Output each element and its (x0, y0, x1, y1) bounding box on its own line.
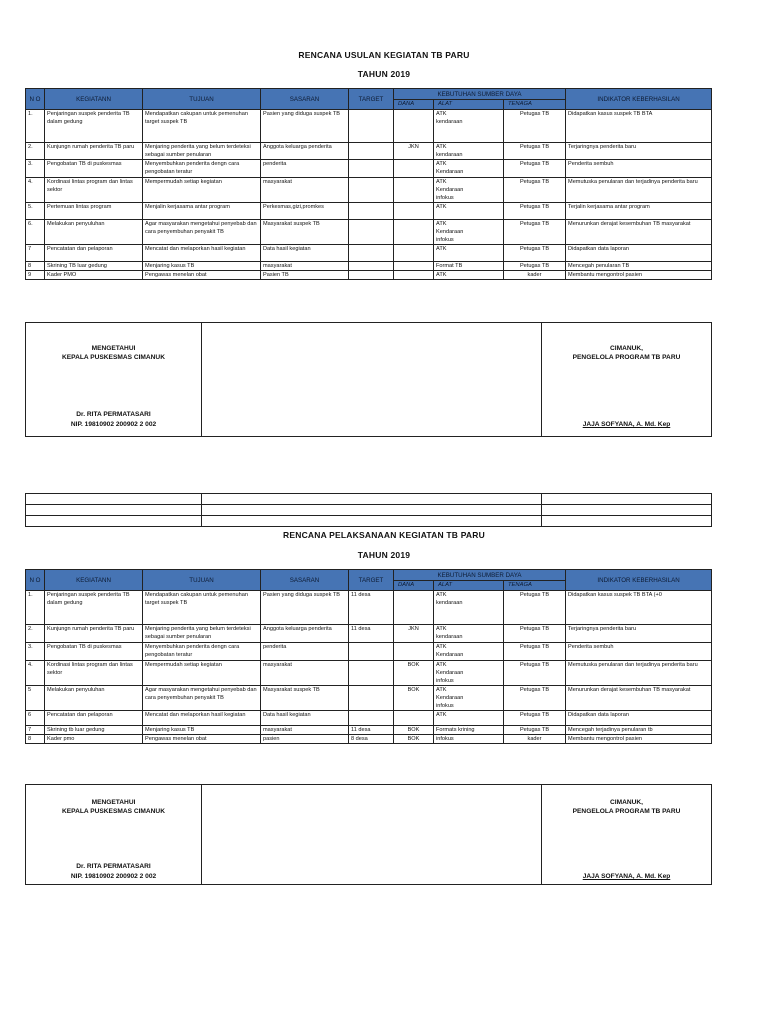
table-row (26, 160, 712, 178)
cell-tenaga: Petugas TB (504, 643, 566, 661)
cell-sasaran: masyarakat (261, 178, 349, 203)
cell-target (349, 143, 394, 160)
right-label-pengelola: PENGELOLA PROGRAM TB PARU (572, 808, 681, 815)
cell-kegiatan: Kordinasi lintas program dan lintas sektor (45, 178, 143, 203)
header-indikator: INDIKATOR KEBERHASILAN (566, 570, 712, 591)
signature-middle (202, 323, 542, 437)
cell-dana (394, 110, 434, 143)
cell-kegiatan: Pengobatan TB di puskesmas (45, 160, 143, 178)
header-sasaran: SASARAN (261, 89, 349, 110)
cell-tujuan: Agar masyarakan mengetahui penyebab dan cara penyembuhan penyakit TB (143, 220, 261, 245)
table-row (26, 686, 712, 711)
cell-dana: BOK (394, 735, 434, 744)
cell-target: 11 desa (349, 591, 394, 625)
cell-alat: ATK Kendaraan infokus (434, 686, 504, 711)
cell-dana (394, 591, 434, 625)
header-tenaga: TENAGA (504, 100, 566, 110)
header-sasaran: SASARAN (261, 570, 349, 591)
cell-tenaga: Petugas TB (504, 245, 566, 262)
cell-target (349, 262, 394, 271)
cell-tujuan: Mempermudah setiap kegiatan (143, 661, 261, 686)
cell-indikator: Terjalin kerjasama antar program (566, 203, 712, 220)
cell-target (349, 271, 394, 280)
cell-indikator: Didapatkan data laporan (566, 245, 712, 262)
cell-alat: ATK Kendaraan (434, 160, 504, 178)
cell-tenaga: Petugas TB (504, 726, 566, 735)
header-no: N O (26, 89, 45, 110)
cell-kegiatan: Pertemuan lintas program (45, 203, 143, 220)
cell-dana (394, 271, 434, 280)
cell-tujuan: Menjaring kasus TB (143, 726, 261, 735)
cell-indikator: Membantu mengontrol pasien (566, 271, 712, 280)
cell-alat: Formats krining (434, 726, 504, 735)
cell-dana (394, 262, 434, 271)
cell-indikator: Memutuska penularan dan terjadinya penderita baru (566, 178, 712, 203)
cell-sasaran: Pasien yang diduga suspek TB (261, 591, 349, 625)
cell-no: 5. (26, 203, 45, 220)
table-row (26, 262, 712, 271)
cell-kegiatan: Kunjungn rumah penderita TB paru (45, 625, 143, 643)
pelaksanaan-year: TAHUN 2019 (357, 550, 411, 560)
cell-no: 8 (26, 262, 45, 271)
cell-no: 1. (26, 110, 45, 143)
cell-target (349, 203, 394, 220)
cell-target (349, 661, 394, 686)
cell-tenaga: Petugas TB (504, 160, 566, 178)
blank-cell (202, 516, 542, 527)
cell-alat: ATK (434, 711, 504, 726)
signature-middle (202, 785, 542, 885)
cell-tenaga: Petugas TB (504, 661, 566, 686)
cell-alat: ATK kendaraan (434, 625, 504, 643)
cell-tujuan: Mempermudah setiap kegiatan (143, 178, 261, 203)
right-signatory-name: JAJA SOFYANA, A. Md. Kep (582, 421, 671, 428)
cell-alat: ATK kendaraan (434, 110, 504, 143)
left-label-kepala: KEPALA PUSKESMAS CIMANUK (62, 808, 165, 815)
cell-kegiatan: Kordinasi lintas program dan lintas sektor (45, 661, 143, 686)
cell-target (349, 711, 394, 726)
cell-target (349, 686, 394, 711)
cell-kegiatan: Skrining TB luar gedung (45, 262, 143, 271)
table-row (26, 220, 712, 245)
cell-sasaran: pasien (261, 735, 349, 744)
cell-dana: JKN (394, 143, 434, 160)
pelaksanaan-title: RENCANA PELAKSANAAN KEGIATAN TB PARU (283, 530, 485, 540)
pelaksanaan-table (25, 569, 712, 744)
cell-kegiatan: Kader PMO (45, 271, 143, 280)
left-label-mengetahui: MENGETAHUI (91, 345, 136, 352)
right-signatory-name: JAJA SOFYANA, A. Md. Kep (582, 873, 671, 880)
cell-sasaran: Pasien yang diduga suspek TB (261, 110, 349, 143)
cell-no: 4. (26, 661, 45, 686)
cell-indikator: Terjaringnya penderita baru (566, 143, 712, 160)
cell-alat: ATK Kendaraan infokus (434, 661, 504, 686)
right-label-pengelola: PENGELOLA PROGRAM TB PARU (572, 354, 681, 361)
cell-indikator: Penderita sembuh (566, 643, 712, 661)
table-row (26, 591, 712, 625)
cell-tenaga: Petugas TB (504, 711, 566, 726)
cell-target: 8 desa (349, 735, 394, 744)
cell-tujuan: Menjaring penderita yang belum terdeteksi sebagai sumber penularan (143, 143, 261, 160)
table-row (26, 110, 712, 143)
cell-kegiatan: Penjaringan suspek penderita TB dalam gedung (45, 110, 143, 143)
table-row (26, 203, 712, 220)
cell-tujuan: Mendapatkan cakupan untuk pemenuhan target suspek TB (143, 110, 261, 143)
blank-divider-table (25, 493, 712, 527)
cell-dana (394, 643, 434, 661)
cell-tujuan: Mendapatkan cakupan untuk pemenuhan target suspek TB (143, 591, 261, 625)
blank-cell (542, 505, 712, 516)
cell-no: 4. (26, 178, 45, 203)
signature-left (26, 323, 202, 437)
left-label-mengetahui: MENGETAHUI (91, 799, 136, 806)
blank-cell (202, 494, 542, 505)
cell-dana (394, 220, 434, 245)
cell-kegiatan: Penjaringan suspek penderita TB dalam gedung (45, 591, 143, 625)
cell-tenaga: Petugas TB (504, 262, 566, 271)
cell-kegiatan: Kunjungn rumah penderita TB paru (45, 143, 143, 160)
cell-tujuan: Pengawas menelan obat (143, 735, 261, 744)
cell-kegiatan: Skrining tb luar gedung (45, 726, 143, 735)
cell-kegiatan: Melakukan penyuluhan (45, 686, 143, 711)
cell-dana: BOK (394, 686, 434, 711)
blank-cell (26, 505, 202, 516)
cell-tujuan: Pengawas menelan obat (143, 271, 261, 280)
table-row (26, 143, 712, 160)
signature-right (542, 323, 712, 437)
left-signatory-nip: NIP. 19810902 200902 2 002 (70, 873, 157, 880)
left-signatory-nip: NIP. 19810902 200902 2 002 (70, 421, 157, 428)
cell-indikator: Terjaringnya penderita baru (566, 625, 712, 643)
cell-tujuan: Menjaring penderita yang belum terdeteksi sebagai sumber penularan (143, 625, 261, 643)
cell-target (349, 643, 394, 661)
cell-dana: BOK (394, 726, 434, 735)
cell-tujuan: Menyembuhkan penderita dengn cara pengobatan teratur (143, 160, 261, 178)
usulan-table (25, 88, 712, 280)
cell-dana (394, 245, 434, 262)
cell-indikator: Didapatkan data laporan (566, 711, 712, 726)
cell-kegiatan: Pencatatan dan pelaporan (45, 245, 143, 262)
cell-alat: Format TB (434, 262, 504, 271)
cell-sasaran: Data hasil kegiatan (261, 245, 349, 262)
cell-no: 9 (26, 271, 45, 280)
cell-alat: infokus (434, 735, 504, 744)
table-row (26, 661, 712, 686)
cell-no: 6. (26, 220, 45, 245)
cell-alat: ATK kendaraan (434, 143, 504, 160)
cell-alat: ATK (434, 203, 504, 220)
cell-tujuan: Mencatat dan melaporkan hasil kegiatan (143, 711, 261, 726)
table-row (26, 625, 712, 643)
blank-cell (202, 505, 542, 516)
left-signatory-name: Dr. RITA PERMATASARI (76, 411, 151, 418)
table-row (26, 711, 712, 726)
cell-sasaran: Perkesmas,gizi,promkes (261, 203, 349, 220)
usulan-signature-block (25, 322, 712, 437)
cell-kegiatan: Pengobatan TB di puskesmas (45, 643, 143, 661)
cell-target (349, 245, 394, 262)
signature-left (26, 785, 202, 885)
blank-cell (26, 494, 202, 505)
cell-tenaga: Petugas TB (504, 220, 566, 245)
cell-indikator: Menurunkan derajat kesembuhan TB masyarakat (566, 220, 712, 245)
cell-tujuan: Menjaring kasus TB (143, 262, 261, 271)
cell-target: 11 desa (349, 625, 394, 643)
cell-tenaga: Petugas TB (504, 591, 566, 625)
left-label-kepala: KEPALA PUSKESMAS CIMANUK (62, 354, 165, 361)
cell-alat: ATK kendaraan (434, 591, 504, 625)
left-signatory-name: Dr. RITA PERMATASARI (76, 863, 151, 870)
cell-dana (394, 203, 434, 220)
header-indikator: INDIKATOR KEBERHASILAN (566, 89, 712, 110)
cell-dana (394, 160, 434, 178)
cell-no: 2. (26, 625, 45, 643)
cell-sasaran: Anggota keluarga penderita (261, 143, 349, 160)
cell-no: 2. (26, 143, 45, 160)
cell-target (349, 220, 394, 245)
header-kebutuhan: KEBUTUHAN SUMBER DAYA (394, 570, 566, 581)
cell-kegiatan: Pencatatan dan pelaporan (45, 711, 143, 726)
cell-alat: ATK Kendaraan infokus (434, 178, 504, 203)
cell-no: 7 (26, 726, 45, 735)
right-label-place: CIMANUK, (610, 345, 643, 352)
cell-no: 5 (26, 686, 45, 711)
cell-no: 6 (26, 711, 45, 726)
cell-tenaga: kader (504, 735, 566, 744)
cell-no: 7 (26, 245, 45, 262)
cell-indikator: Memutuska penularan dan terjadinya penderita baru (566, 661, 712, 686)
table-row (26, 726, 712, 735)
cell-dana (394, 178, 434, 203)
cell-alat: ATK Kendaraan infokus (434, 220, 504, 245)
cell-sasaran: Anggota keluarga penderita (261, 625, 349, 643)
cell-tenaga: Petugas TB (504, 686, 566, 711)
cell-target (349, 178, 394, 203)
cell-indikator: Mencegah terjadinya penularan tb (566, 726, 712, 735)
usulan-title: RENCANA USULAN KEGIATAN TB PARU (298, 50, 470, 60)
header-kegiatan: KEGIATANN (45, 89, 143, 110)
cell-no: 3. (26, 160, 45, 178)
cell-dana (394, 711, 434, 726)
cell-sasaran: Data hasil kegiatan (261, 711, 349, 726)
cell-kegiatan: Kader pmo (45, 735, 143, 744)
header-kebutuhan: KEBUTUHAN SUMBER DAYA (394, 89, 566, 100)
cell-sasaran: penderita (261, 643, 349, 661)
cell-tujuan: Menjalin kerjasama antar program (143, 203, 261, 220)
header-target: TARGET (349, 89, 394, 110)
cell-sasaran: Pasien TB (261, 271, 349, 280)
header-dana: DANA (394, 100, 434, 110)
cell-indikator: Menurunkan derajat kesembuhan TB masyarakat (566, 686, 712, 711)
cell-alat: ATK (434, 271, 504, 280)
header-target: TARGET (349, 570, 394, 591)
header-kegiatan: KEGIATANN (45, 570, 143, 591)
cell-sasaran: masyarakat (261, 661, 349, 686)
cell-sasaran: masyarakat (261, 726, 349, 735)
blank-cell (26, 516, 202, 527)
cell-kegiatan: Melakukan penyuluhan (45, 220, 143, 245)
cell-indikator: Penderita sembuh (566, 160, 712, 178)
cell-tujuan: Menyembuhkan penderita dengn cara pengobatan teratur (143, 643, 261, 661)
header-tujuan: TUJUAN (143, 89, 261, 110)
cell-tenaga: Petugas TB (504, 178, 566, 203)
pelaksanaan-signature-block (25, 784, 712, 885)
cell-alat: ATK (434, 245, 504, 262)
cell-alat: ATK Kendaraan (434, 643, 504, 661)
table-row (26, 178, 712, 203)
cell-no: 1. (26, 591, 45, 625)
header-alat: ALAT (434, 100, 504, 110)
cell-sasaran: masyarakat (261, 262, 349, 271)
table-row (26, 271, 712, 280)
cell-tenaga: Petugas TB (504, 110, 566, 143)
cell-tenaga: Petugas TB (504, 203, 566, 220)
cell-target: 11 desa (349, 726, 394, 735)
cell-sasaran: penderita (261, 160, 349, 178)
cell-tenaga: kader (504, 271, 566, 280)
signature-right (542, 785, 712, 885)
cell-no: 3. (26, 643, 45, 661)
cell-no: 8 (26, 735, 45, 744)
usulan-year: TAHUN 2019 (357, 69, 411, 79)
table-row (26, 245, 712, 262)
cell-sasaran: Masyarakat suspek TB (261, 220, 349, 245)
cell-tenaga: Petugas TB (504, 625, 566, 643)
cell-target (349, 160, 394, 178)
header-dana: DANA (394, 581, 434, 591)
header-tujuan: TUJUAN (143, 570, 261, 591)
header-tenaga: TENAGA (504, 581, 566, 591)
cell-indikator: Mencegah penularan TB (566, 262, 712, 271)
blank-cell (542, 494, 712, 505)
cell-indikator: Didapatkan kasus suspek TB BTA (+0 (566, 591, 712, 625)
cell-dana: BOK (394, 661, 434, 686)
cell-tenaga: Petugas TB (504, 143, 566, 160)
cell-indikator: Membantu mengontrol pasien (566, 735, 712, 744)
cell-dana: JKN (394, 625, 434, 643)
right-label-place: CIMANUK, (610, 799, 643, 806)
cell-tujuan: Mencatat dan melaporkan hasil kegiatan (143, 245, 261, 262)
header-alat: ALAT (434, 581, 504, 591)
cell-tujuan: Agar masyarakan mengetahui penyebab dan cara penyembuhan penyakit TB (143, 686, 261, 711)
cell-target (349, 110, 394, 143)
header-no: N O (26, 570, 45, 591)
cell-indikator: Didapatkan kasus suspek TB BTA (566, 110, 712, 143)
table-row (26, 735, 712, 744)
cell-sasaran: Masyarakat suspek TB (261, 686, 349, 711)
blank-cell (542, 516, 712, 527)
table-row (26, 643, 712, 661)
